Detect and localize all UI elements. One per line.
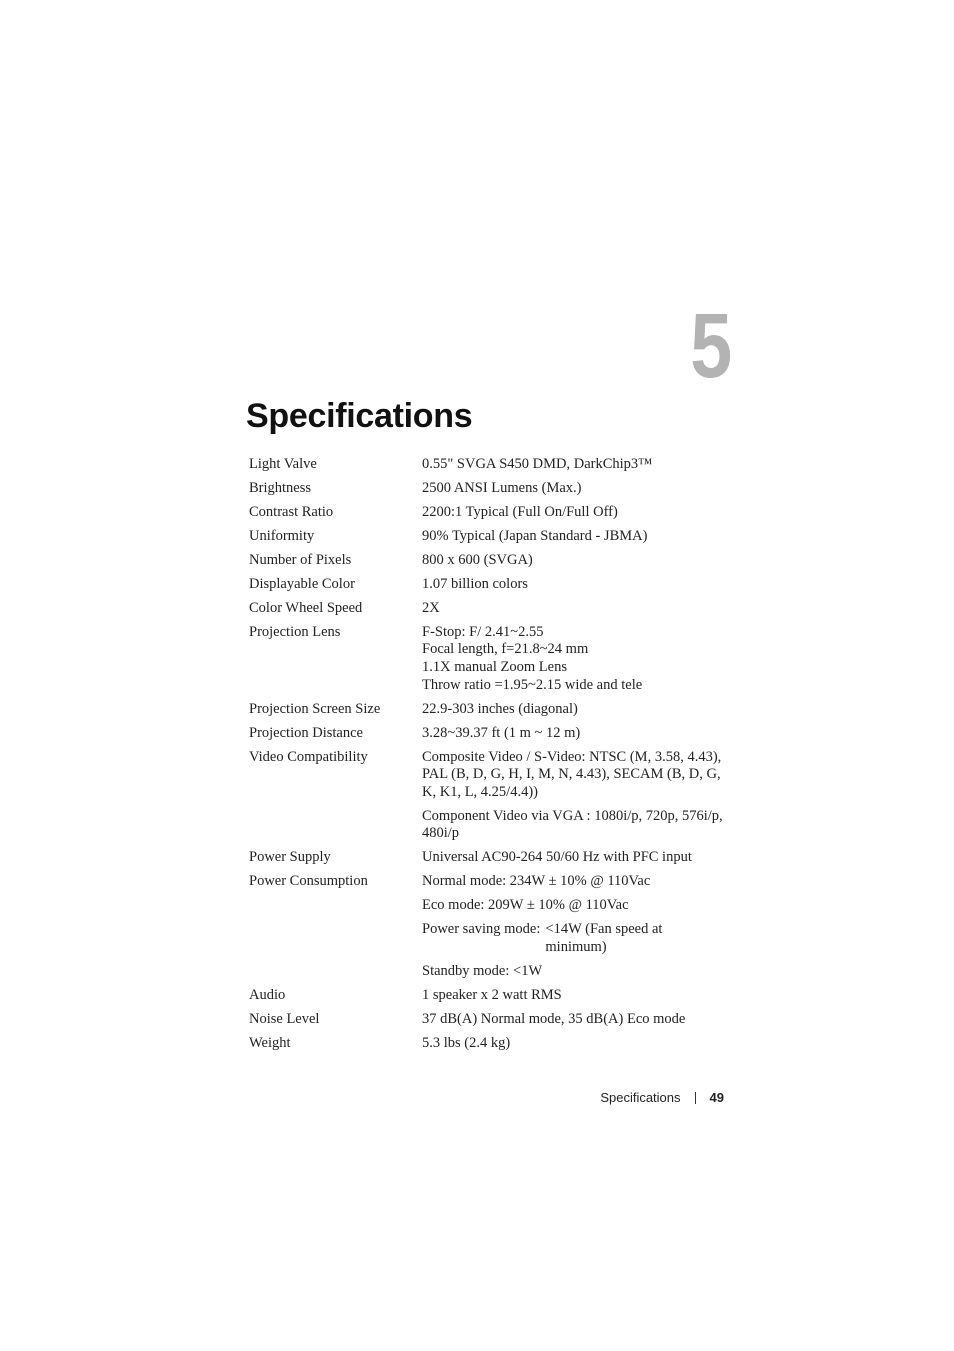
spec-label: Projection Lens	[249, 623, 341, 640]
spec-value-block	[422, 528, 734, 546]
spec-value-line: 3.28~39.37 ft (1 m ~ 12 m)	[422, 724, 581, 741]
spec-value	[422, 504, 734, 522]
spec-value	[422, 749, 734, 843]
spec-label: Uniformity	[249, 527, 315, 544]
spec-value-line: Throw ratio =1.95~2.15 wide and tele	[422, 676, 643, 693]
spec-row	[249, 528, 734, 546]
spec-value	[422, 873, 734, 980]
spec-value-line: PAL (B, D, G, H, I, M, N, 4.43), SECAM (B, D, G,	[422, 766, 721, 783]
spec-value-line: 2500 ANSI Lumens (Max.)	[422, 479, 582, 496]
spec-value	[422, 849, 734, 867]
spec-value-line: 1.1X manual Zoom Lens	[422, 659, 567, 676]
spec-value-block	[422, 963, 734, 981]
spec-label: Noise Level	[249, 1010, 320, 1027]
spec-value-line: F-Stop: F/ 2.41~2.55	[422, 623, 544, 640]
spec-value-block	[422, 480, 734, 498]
spec-table	[249, 456, 734, 1059]
spec-value-line: Composite Video / S-Video: NTSC (M, 3.58, 4.43),	[422, 748, 722, 765]
spec-label: Projection Screen Size	[249, 700, 381, 717]
spec-row	[249, 701, 734, 719]
spec-label: Color Wheel Speed	[249, 599, 363, 616]
page-title: Specifications	[246, 397, 473, 435]
spec-row	[249, 873, 734, 980]
spec-row	[249, 456, 734, 474]
spec-value-line: 1 speaker x 2 watt RMS	[422, 986, 562, 1003]
spec-value-block	[422, 921, 734, 956]
spec-value	[422, 987, 734, 1005]
footer-page-number: 49	[709, 1090, 724, 1105]
spec-value	[422, 1035, 734, 1053]
spec-value-line: 800 x 600 (SVGA)	[422, 551, 533, 568]
spec-value	[422, 576, 734, 594]
spec-label: Video Compatibility	[249, 748, 368, 765]
spec-value-line: 2200:1 Typical (Full On/Full Off)	[422, 503, 618, 520]
spec-value-block	[422, 600, 734, 618]
spec-value	[422, 552, 734, 570]
spec-value	[422, 725, 734, 743]
footer-section-title: Specifications	[600, 1090, 681, 1105]
chapter-number: 5	[690, 295, 732, 397]
page-footer	[600, 1089, 724, 1107]
spec-value-block	[422, 456, 734, 474]
spec-label: Weight	[249, 1034, 291, 1051]
spec-row	[249, 1035, 734, 1053]
spec-row	[249, 749, 734, 843]
spec-value-line: minimum)	[545, 938, 607, 955]
footer-separator	[695, 1092, 696, 1104]
spec-value-block	[422, 504, 734, 522]
spec-value-line: Standby mode: <1W	[422, 962, 543, 979]
spec-value-line: 90% Typical (Japan Standard - JBMA)	[422, 527, 648, 544]
spec-row	[249, 552, 734, 570]
spec-value	[422, 600, 734, 618]
spec-label: Number of Pixels	[249, 551, 352, 568]
spec-label: Contrast Ratio	[249, 503, 334, 520]
spec-value-line: 2X	[422, 599, 440, 616]
power-saving-value	[545, 921, 662, 956]
spec-value-block	[422, 576, 734, 594]
spec-row	[249, 1011, 734, 1029]
spec-value	[422, 480, 734, 498]
spec-value-block	[422, 1011, 734, 1029]
spec-value-block	[422, 725, 734, 743]
spec-value-block	[422, 873, 734, 891]
spec-row	[249, 725, 734, 743]
spec-value-block	[422, 808, 734, 843]
spec-value-line: Normal mode: 234W ± 10% @ 110Vac	[422, 873, 651, 890]
spec-value-line: 0.55" SVGA S450 DMD, DarkChip3™	[422, 456, 653, 472]
spec-value-line: 22.9-303 inches (diagonal)	[422, 700, 578, 717]
spec-row	[249, 480, 734, 498]
spec-value	[422, 624, 734, 694]
spec-value-line: Universal AC90-264 50/60 Hz with PFC input	[422, 849, 692, 866]
spec-value-line: 480i/p	[422, 825, 460, 842]
spec-value-block	[422, 897, 734, 915]
power-saving-label: Power saving mode:	[422, 921, 541, 938]
spec-value-line: <14W (Fan speed at	[545, 921, 663, 938]
spec-row	[249, 504, 734, 522]
spec-row	[249, 987, 734, 1005]
spec-value-line: Focal length, f=21.8~24 mm	[422, 641, 589, 658]
spec-row	[249, 624, 734, 694]
spec-value-block	[422, 701, 734, 719]
spec-label: Displayable Color	[249, 575, 355, 592]
spec-value-block	[422, 749, 734, 802]
spec-value-block	[422, 987, 734, 1005]
spec-value-line: 5.3 lbs (2.4 kg)	[422, 1034, 511, 1051]
spec-value-block	[422, 624, 734, 694]
spec-label: Audio	[249, 986, 286, 1003]
spec-value-line: 37 dB(A) Normal mode, 35 dB(A) Eco mode	[422, 1010, 686, 1027]
spec-label: Power Consumption	[249, 873, 368, 890]
spec-value-line: 1.07 billion colors	[422, 575, 528, 592]
spec-value-line: K, K1, L, 4.25/4.4))	[422, 783, 538, 800]
spec-value-line: Eco mode: 209W ± 10% @ 110Vac	[422, 897, 629, 914]
spec-value	[422, 1011, 734, 1029]
spec-value	[422, 456, 734, 474]
spec-value	[422, 528, 734, 546]
spec-value-line: Component Video via VGA : 1080i/p, 720p, 576i/p,	[422, 807, 723, 824]
spec-value-block	[422, 849, 734, 867]
spec-value-block	[422, 552, 734, 570]
spec-row	[249, 576, 734, 594]
spec-value	[422, 701, 734, 719]
spec-value-block	[422, 1035, 734, 1053]
spec-label: Light Valve	[249, 456, 317, 472]
spec-label: Projection Distance	[249, 724, 363, 741]
spec-label: Brightness	[249, 479, 312, 496]
spec-row	[249, 849, 734, 867]
spec-label: Power Supply	[249, 849, 331, 866]
spec-row	[249, 600, 734, 618]
